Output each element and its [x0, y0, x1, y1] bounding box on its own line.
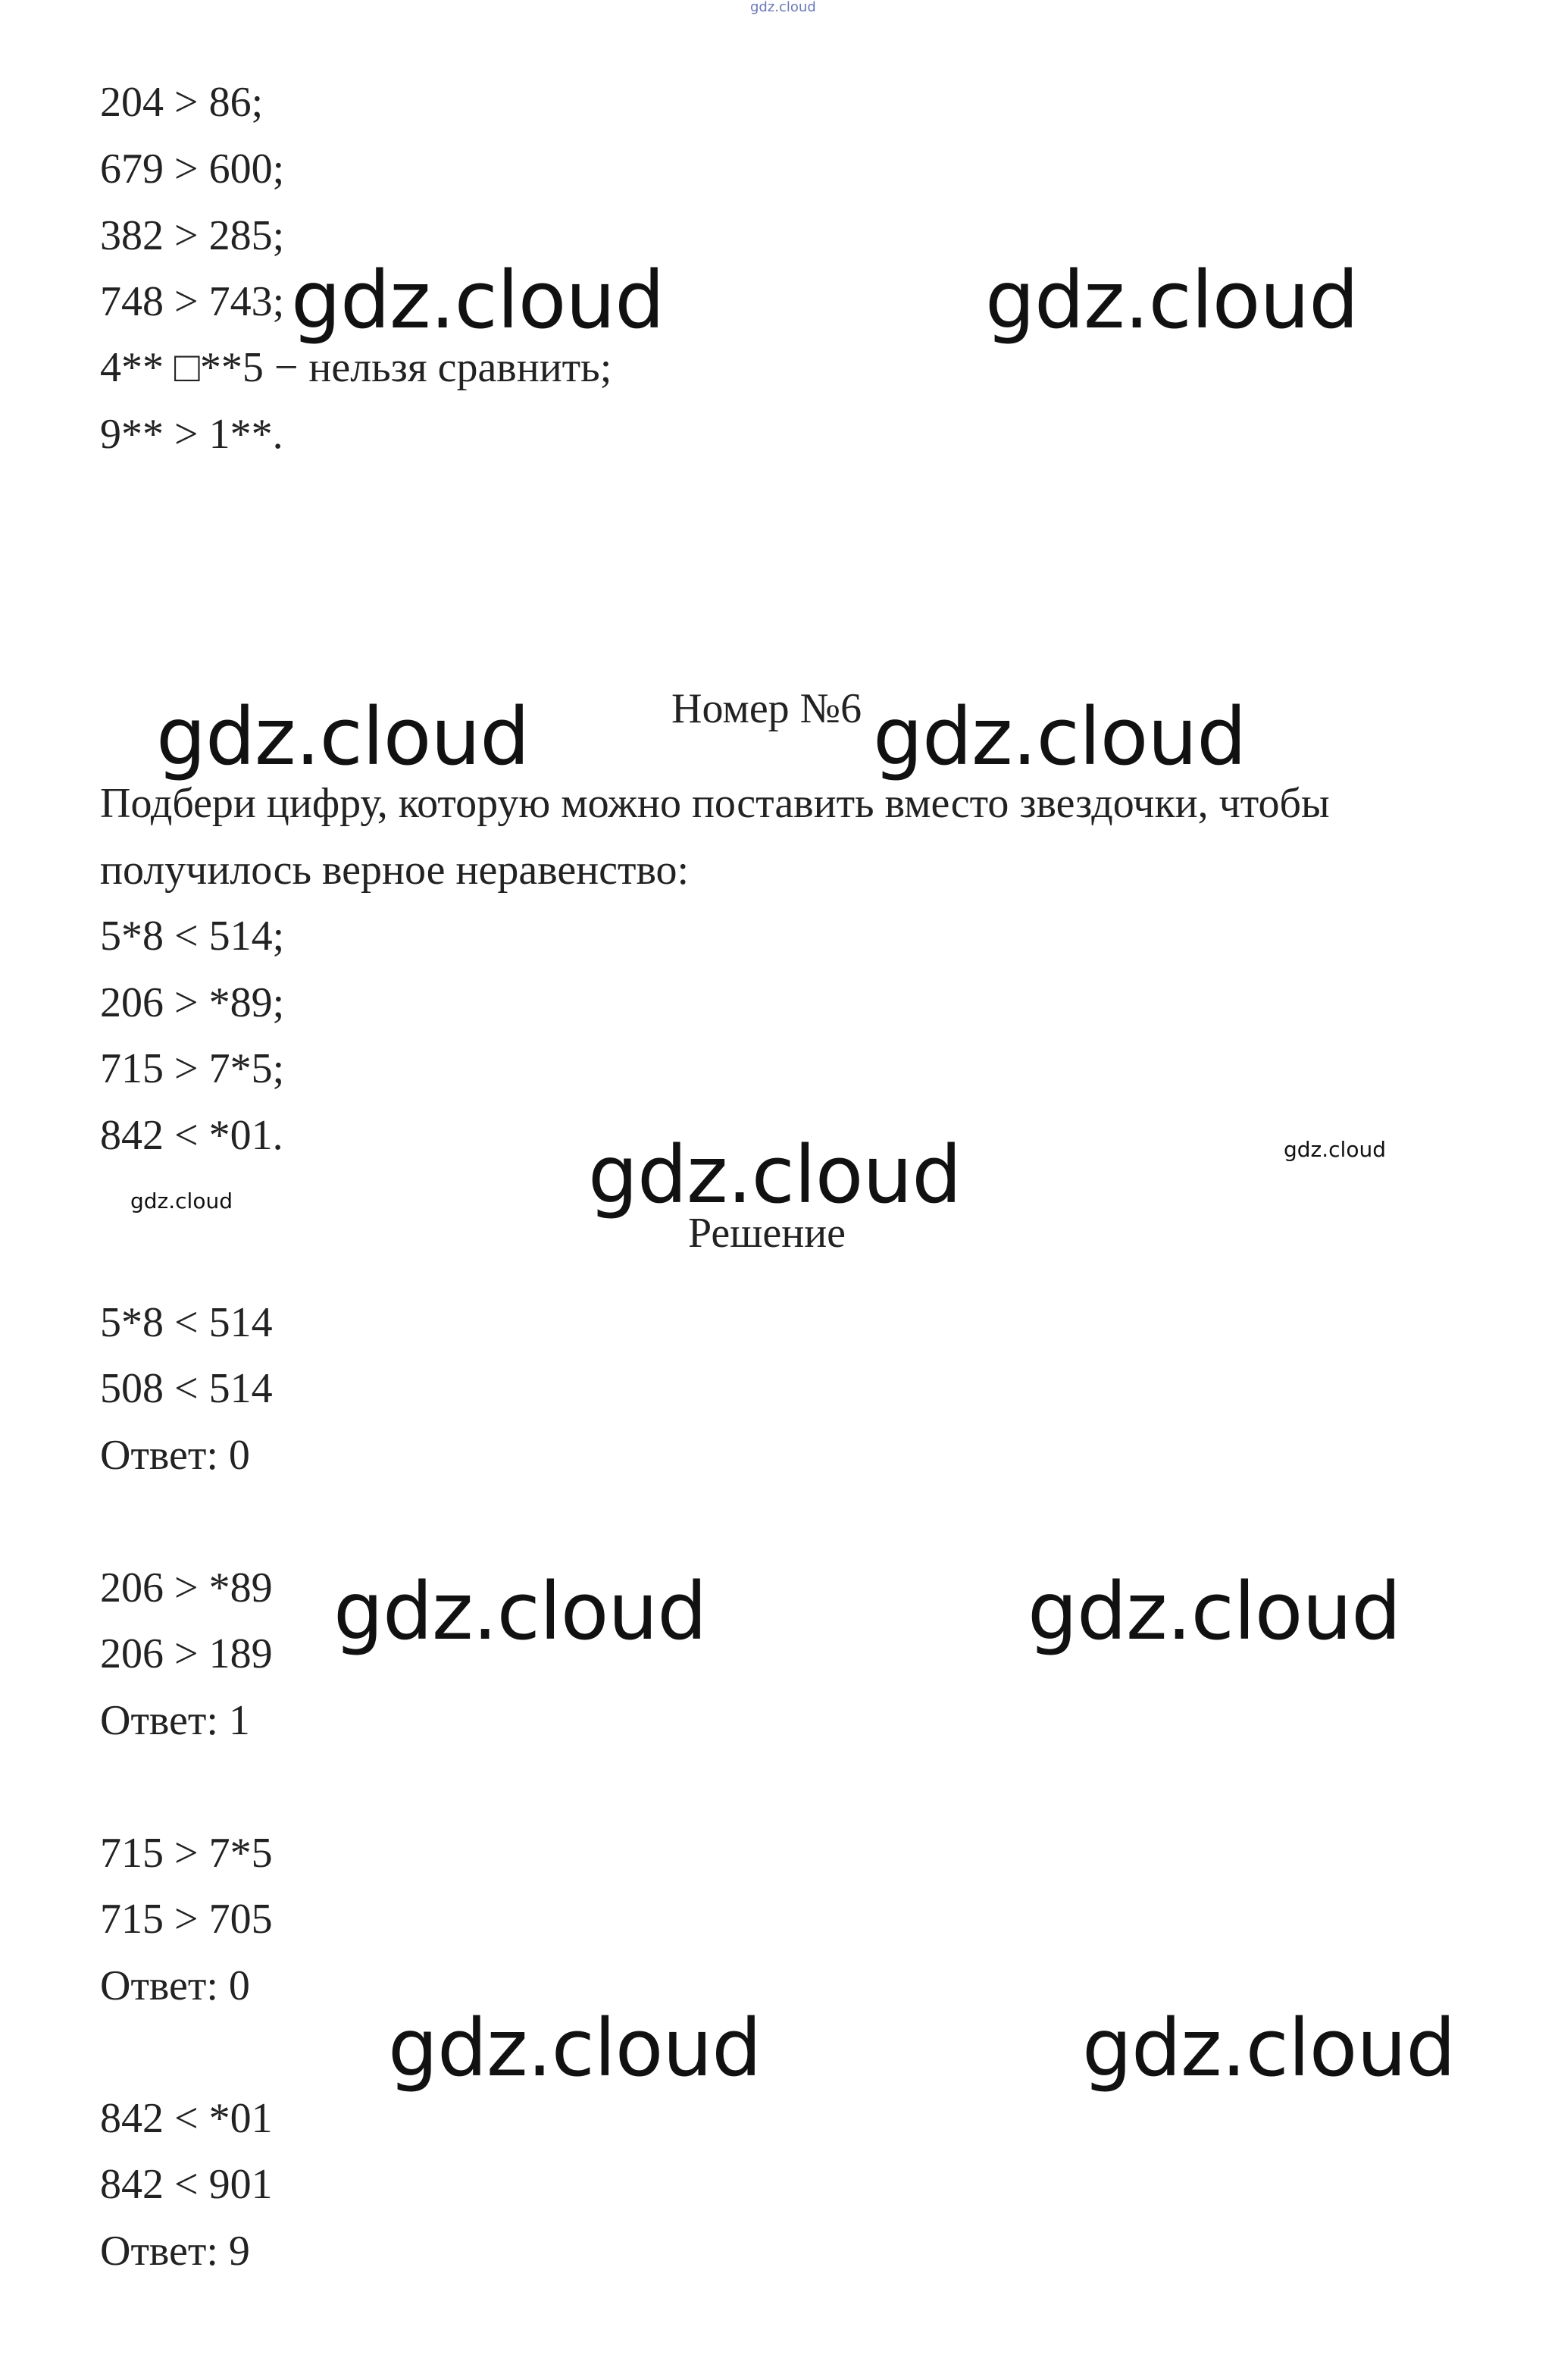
solution-answer: Ответ: 0 — [100, 1962, 250, 2009]
solution-expression: 206 > *89 — [100, 1564, 273, 1611]
watermark: gdz.cloud — [1082, 2002, 1456, 2094]
watermark: gdz.cloud — [156, 691, 530, 783]
watermark-small: gdz.cloud — [1284, 1137, 1386, 1162]
watermark: gdz.cloud — [1028, 1565, 1401, 1658]
previous-answer-line: 679 > 600; — [100, 146, 285, 193]
watermark: gdz.cloud — [388, 2002, 762, 2094]
watermark: gdz.cloud — [873, 691, 1247, 783]
task-item: 5*8 < 514; — [100, 913, 285, 960]
solution-filled: 715 > 705 — [100, 1896, 273, 1943]
solution-heading: Решение — [688, 1210, 846, 1257]
task-item: 715 > 7*5; — [100, 1045, 285, 1092]
watermark-top: gdz.cloud — [750, 0, 816, 15]
previous-answer-line: 9** > 1**. — [100, 411, 283, 458]
task-prompt-line: получилось верное неравенство: — [100, 847, 690, 894]
solution-expression: 5*8 < 514 — [100, 1299, 273, 1346]
task-number-title: Номер №6 — [671, 685, 862, 732]
previous-answer-line: 748 > 743; — [100, 278, 285, 325]
watermark-small: gdz.cloud — [130, 1188, 233, 1213]
watermark: gdz.cloud — [588, 1129, 962, 1221]
solution-answer: Ответ: 9 — [100, 2228, 250, 2275]
task-item: 842 < *01. — [100, 1112, 283, 1159]
solution-expression: 842 < *01 — [100, 2095, 273, 2142]
watermark: gdz.cloud — [333, 1565, 707, 1658]
previous-answer-line: 4** □**5 − нельзя сравнить; — [100, 344, 612, 391]
task-prompt-line: Подбери цифру, которую можно поставить вместо звездочки, чтобы — [100, 780, 1330, 827]
previous-answer-line: 204 > 86; — [100, 79, 264, 126]
watermark: gdz.cloud — [291, 254, 665, 346]
solution-expression: 715 > 7*5 — [100, 1830, 273, 1877]
solution-filled: 508 < 514 — [100, 1365, 273, 1412]
previous-answer-line: 382 > 285; — [100, 212, 285, 259]
solution-answer: Ответ: 1 — [100, 1697, 250, 1744]
solution-answer: Ответ: 0 — [100, 1432, 250, 1479]
task-item: 206 > *89; — [100, 979, 285, 1026]
solution-filled: 842 < 901 — [100, 2161, 273, 2208]
solution-filled: 206 > 189 — [100, 1630, 273, 1677]
watermark: gdz.cloud — [985, 254, 1359, 346]
